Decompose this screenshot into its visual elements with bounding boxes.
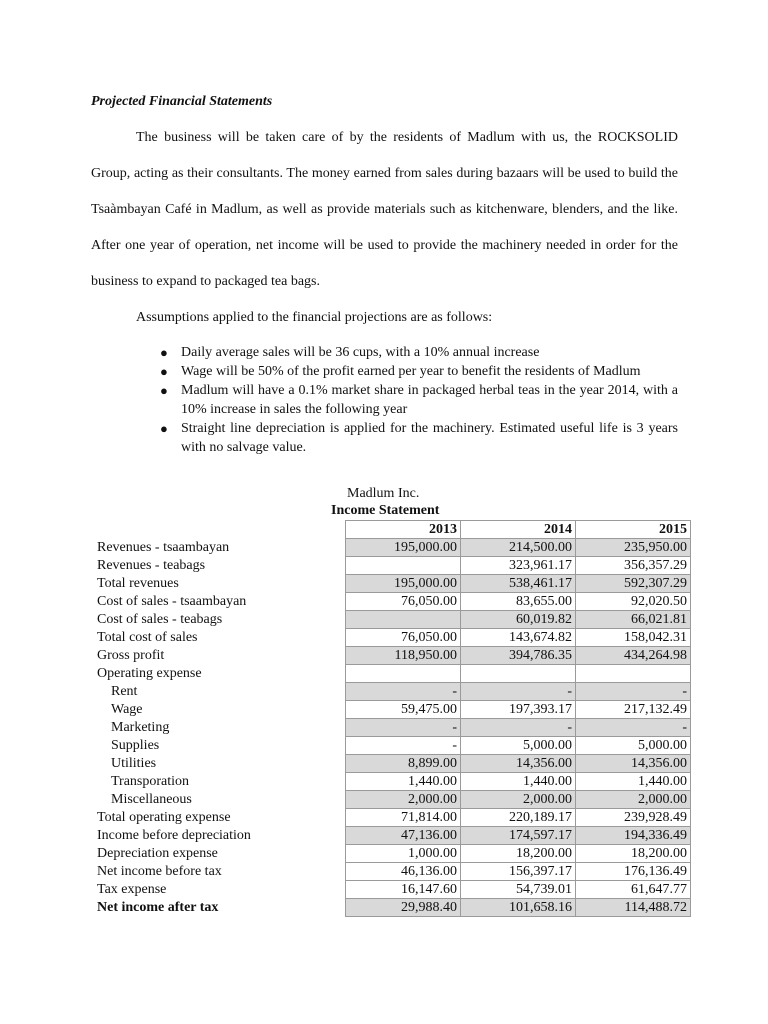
table-row bbox=[93, 701, 691, 719]
income-statement-table bbox=[93, 520, 691, 917]
row-label: Revenues - teabags bbox=[97, 558, 206, 573]
document-heading: Projected Financial Statements bbox=[91, 94, 273, 109]
value-cell: - bbox=[576, 683, 691, 701]
row-label: Total cost of sales bbox=[97, 630, 198, 645]
value-cell: - bbox=[346, 719, 461, 737]
value-cell bbox=[346, 665, 461, 683]
value-cell: 60,019.82 bbox=[461, 611, 576, 629]
row-label: Total revenues bbox=[97, 576, 179, 591]
row-label: Marketing bbox=[111, 720, 170, 735]
value-cell: 76,050.00 bbox=[346, 629, 461, 647]
row-label: Rent bbox=[111, 684, 138, 699]
value-cell bbox=[346, 557, 461, 575]
value-cell: - bbox=[576, 719, 691, 737]
list-item-text: Daily average sales will be 36 cups, with a 10% annual increase bbox=[181, 345, 540, 360]
value-cell: 1,000.00 bbox=[346, 845, 461, 863]
value-cell: 538,461.17 bbox=[461, 575, 576, 593]
value-cell: 174,597.17 bbox=[461, 827, 576, 845]
value-cell: - bbox=[461, 719, 576, 737]
value-cell: 176,136.49 bbox=[576, 863, 691, 881]
value-cell: 14,356.00 bbox=[576, 755, 691, 773]
table-row bbox=[93, 683, 691, 701]
assumptions-list bbox=[160, 343, 678, 457]
value-cell: 66,021.81 bbox=[576, 611, 691, 629]
year-header: 2014 bbox=[461, 521, 576, 539]
value-cell: 323,961.17 bbox=[461, 557, 576, 575]
value-cell: - bbox=[346, 683, 461, 701]
list-item-text: Straight line depreciation is applied for the machinery. Estimated useful life is 3 years with no salvage value. bbox=[181, 421, 678, 455]
value-cell: 46,136.00 bbox=[346, 863, 461, 881]
value-cell: 101,658.16 bbox=[461, 899, 576, 917]
value-cell: 195,000.00 bbox=[346, 575, 461, 593]
row-label: Total operating expense bbox=[97, 810, 231, 825]
value-cell: 194,336.49 bbox=[576, 827, 691, 845]
table-row bbox=[93, 647, 691, 665]
list-item bbox=[160, 419, 678, 457]
value-cell: 83,655.00 bbox=[461, 593, 576, 611]
table-row bbox=[93, 593, 691, 611]
row-label: Tax expense bbox=[97, 882, 167, 897]
value-cell: 1,440.00 bbox=[576, 773, 691, 791]
row-label: Miscellaneous bbox=[111, 792, 192, 807]
value-cell: 118,950.00 bbox=[346, 647, 461, 665]
value-cell: 1,440.00 bbox=[346, 773, 461, 791]
statement-title: Income Statement bbox=[331, 503, 440, 518]
assumptions-intro bbox=[91, 300, 678, 336]
value-cell: 5,000.00 bbox=[576, 737, 691, 755]
intro-paragraph-text: The business will be taken care of by the residents of Madlum with us, the ROCKSOLID Group, acting as their consultants. The money earned from sales during bazaars will be used to build the Tsaàmbayan Café in Madlum, as well as provide materials such as kitchenware, blenders, and the like. After one year of operation, net income will be used to provide the machinery needed in order for the business to expand to packaged tea bags. bbox=[91, 130, 678, 289]
row-label: Supplies bbox=[111, 738, 160, 753]
value-cell: 14,356.00 bbox=[461, 755, 576, 773]
table-row bbox=[93, 629, 691, 647]
row-label: Income before depreciation bbox=[97, 828, 251, 843]
value-cell: 8,899.00 bbox=[346, 755, 461, 773]
list-item-text: Wage will be 50% of the profit earned per year to benefit the residents of Madlum bbox=[181, 364, 641, 379]
table-row bbox=[93, 755, 691, 773]
value-cell: 220,189.17 bbox=[461, 809, 576, 827]
value-cell: 18,200.00 bbox=[576, 845, 691, 863]
value-cell: 217,132.49 bbox=[576, 701, 691, 719]
value-cell: 2,000.00 bbox=[346, 791, 461, 809]
table-row bbox=[93, 827, 691, 845]
value-cell: 235,950.00 bbox=[576, 539, 691, 557]
value-cell: 114,488.72 bbox=[576, 899, 691, 917]
value-cell: 71,814.00 bbox=[346, 809, 461, 827]
value-cell: 239,928.49 bbox=[576, 809, 691, 827]
row-label: Transporation bbox=[111, 774, 190, 789]
assumptions-intro-text: Assumptions applied to the financial projections are as follows: bbox=[136, 310, 493, 325]
value-cell: 2,000.00 bbox=[461, 791, 576, 809]
table-row bbox=[93, 773, 691, 791]
list-item bbox=[160, 343, 678, 362]
table-header-row bbox=[93, 521, 691, 539]
value-cell: 592,307.29 bbox=[576, 575, 691, 593]
year-header: 2013 bbox=[346, 521, 461, 539]
table-row bbox=[93, 899, 691, 917]
value-cell: 158,042.31 bbox=[576, 629, 691, 647]
table-row bbox=[93, 611, 691, 629]
table-row bbox=[93, 737, 691, 755]
list-item bbox=[160, 362, 678, 381]
row-label: Operating expense bbox=[97, 666, 202, 681]
value-cell bbox=[576, 665, 691, 683]
value-cell: 16,147.60 bbox=[346, 881, 461, 899]
row-label: Utilities bbox=[111, 756, 157, 771]
value-cell: 76,050.00 bbox=[346, 593, 461, 611]
bullet-icon: ● bbox=[160, 383, 168, 398]
table-row bbox=[93, 881, 691, 899]
value-cell: 92,020.50 bbox=[576, 593, 691, 611]
row-label: Revenues - tsaambayan bbox=[97, 540, 230, 555]
bullet-icon: ● bbox=[160, 421, 168, 436]
value-cell: 214,500.00 bbox=[461, 539, 576, 557]
intro-paragraph bbox=[91, 120, 678, 300]
header-spacer bbox=[93, 521, 346, 539]
row-label: Wage bbox=[111, 702, 143, 717]
table-row bbox=[93, 557, 691, 575]
company-name: Madlum Inc. bbox=[347, 486, 420, 501]
value-cell: 18,200.00 bbox=[461, 845, 576, 863]
value-cell: 434,264.98 bbox=[576, 647, 691, 665]
value-cell: 195,000.00 bbox=[346, 539, 461, 557]
row-label: Cost of sales - teabags bbox=[97, 612, 223, 627]
table-row bbox=[93, 719, 691, 737]
bullet-icon: ● bbox=[160, 364, 168, 379]
row-label: Cost of sales - tsaambayan bbox=[97, 594, 247, 609]
table-row bbox=[93, 791, 691, 809]
value-cell: 54,739.01 bbox=[461, 881, 576, 899]
value-cell: - bbox=[346, 737, 461, 755]
value-cell: 59,475.00 bbox=[346, 701, 461, 719]
value-cell: 61,647.77 bbox=[576, 881, 691, 899]
table-row bbox=[93, 539, 691, 557]
value-cell: 1,440.00 bbox=[461, 773, 576, 791]
value-cell: 197,393.17 bbox=[461, 701, 576, 719]
value-cell bbox=[461, 665, 576, 683]
row-label: Net income before tax bbox=[97, 864, 222, 879]
list-item-text: Madlum will have a 0.1% market share in packaged herbal teas in the year 2014, with a 10% increase in sales the following year bbox=[181, 383, 678, 417]
value-cell: 5,000.00 bbox=[461, 737, 576, 755]
value-cell: 394,786.35 bbox=[461, 647, 576, 665]
bullet-icon: ● bbox=[160, 345, 168, 360]
table-row bbox=[93, 845, 691, 863]
row-label: Depreciation expense bbox=[97, 846, 218, 861]
value-cell: 2,000.00 bbox=[576, 791, 691, 809]
value-cell: - bbox=[461, 683, 576, 701]
value-cell: 156,397.17 bbox=[461, 863, 576, 881]
value-cell: 356,357.29 bbox=[576, 557, 691, 575]
value-cell bbox=[346, 611, 461, 629]
value-cell: 47,136.00 bbox=[346, 827, 461, 845]
value-cell: 143,674.82 bbox=[461, 629, 576, 647]
table-row bbox=[93, 809, 691, 827]
row-label: Gross profit bbox=[97, 648, 165, 663]
list-item bbox=[160, 381, 678, 419]
table-row bbox=[93, 863, 691, 881]
table-row bbox=[93, 665, 691, 683]
table-row bbox=[93, 575, 691, 593]
row-label: Net income after tax bbox=[97, 900, 219, 915]
year-header: 2015 bbox=[576, 521, 691, 539]
value-cell: 29,988.40 bbox=[346, 899, 461, 917]
